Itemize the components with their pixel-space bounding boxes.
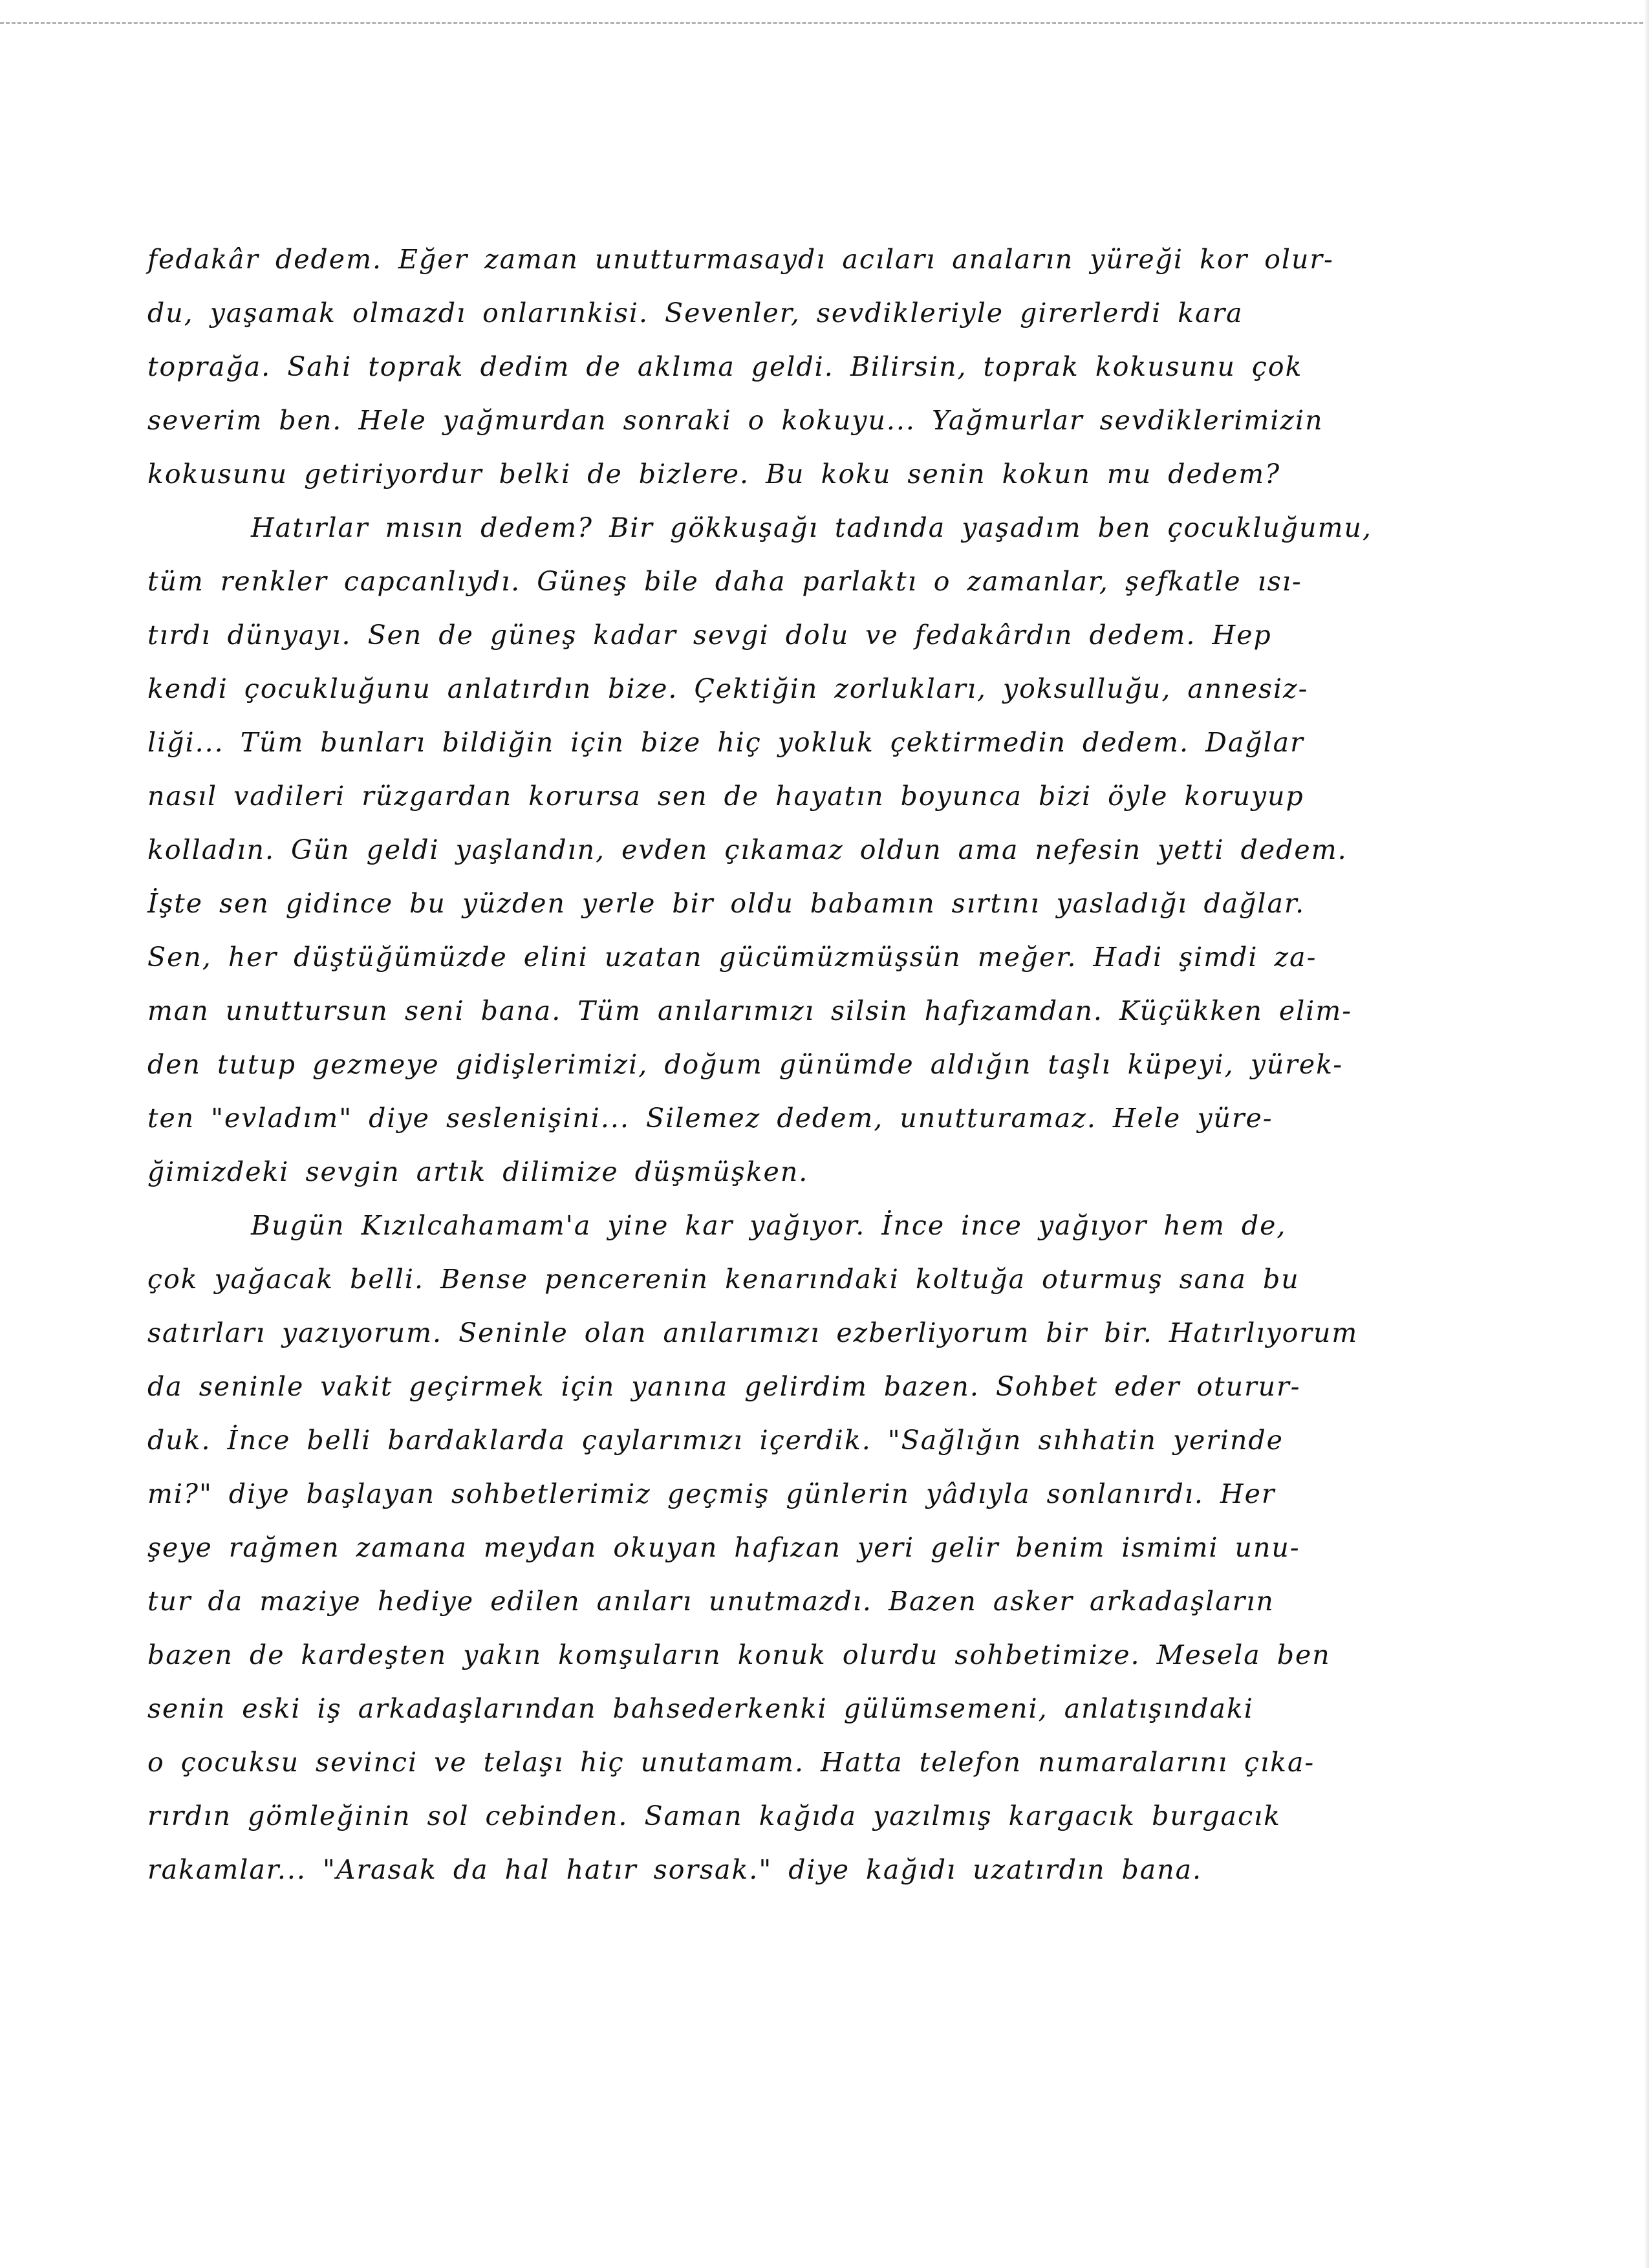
text-line: o çocuksu sevinci ve telaşı hiç unutamam. Hatta telefon numaralarını çıka- [147,1747,1315,1778]
text-line: du, yaşamak olmazdı onlarınkisi. Sevenler, sevdikleriyle girerlerdi kara [147,297,1244,329]
text-line: fedakâr dedem. Eğer zaman unutturmasaydı acıları anaların yüreği kor olur- [147,244,1334,275]
scan-top-edge [0,22,1649,24]
text-line: Sen, her düştüğümüzde elini uzatan gücümüzmüşsün meğer. Hadi şimdi za- [147,942,1317,973]
text-line: tur da maziye hediye edilen anıları unutmazdı. Bazen asker arkadaşların [147,1586,1275,1617]
paragraph-2 [147,501,1557,1199]
text-line: ten "evladım" diye seslenişini... Silemez dedem, unutturamaz. Hele yüre- [147,1103,1273,1134]
text-line: kolladın. Gün geldi yaşlandın, evden çıkamaz oldun ama nefesin yetti dedem. [147,834,1348,865]
paragraph-1 [147,233,1557,501]
text-line: man unuttursun seni bana. Tüm anılarımızı silsin hafızamdan. Küçükken elim- [147,995,1353,1026]
text-line: satırları yazıyorum. Seninle olan anılarımızı ezberliyorum bir bir. Hatırlıyorum [147,1317,1359,1348]
text-line: çok yağacak belli. Bense pencerenin kenarındaki koltuğa oturmuş sana bu [147,1264,1300,1295]
text-line: liği... Tüm bunları bildiğin için bize hiç yokluk çektirmedin dedem. Dağlar [147,727,1304,758]
text-line: rırdın gömleğinin sol cebinden. Saman kağıda yazılmış kargacık burgacık [147,1800,1281,1831]
text-line: kendi çocukluğunu anlatırdın bize. Çektiğin zorlukları, yoksulluğu, annesiz- [147,673,1309,704]
text-line: senin eski iş arkadaşlarından bahsederkenki gülümsemeni, anlatışındaki [147,1693,1254,1724]
text-line: kokusunu getiriyordur belki de bizlere. Bu koku senin kokun mu dedem? [147,459,1281,490]
text-line: Hatırlar mısın dedem? Bir gökkuşağı tadında yaşadım ben çocukluğumu, [251,512,1372,543]
text-line: şeye rağmen zamana meydan okuyan hafızan yeri gelir benim ismimi unu- [147,1532,1300,1563]
text-line: nasıl vadileri rüzgardan korursa sen de hayatın boyunca bizi öyle koruyup [147,781,1304,812]
text-line: Bugün Kızılcahamam'a yine kar yağıyor. İnce ince yağıyor hem de, [251,1210,1287,1241]
text-line: mi?" diye başlayan sohbetlerimiz geçmiş günlerin yâdıyla sonlanırdı. Her [147,1478,1276,1509]
text-line: bazen de kardeşten yakın komşuların konuk olurdu sohbetimize. Mesela ben [147,1639,1331,1670]
text-line: toprağa. Sahi toprak dedim de aklıma geldi. Bilirsin, toprak kokusunu çok [147,351,1303,382]
scan-right-edge [1644,0,1649,2268]
handwritten-text [147,233,1557,1897]
text-line: tırdı dünyayı. Sen de güneş kadar sevgi dolu ve fedakârdın dedem. Hep [147,620,1272,651]
text-line: İşte sen gidince bu yüzden yerle bir oldu babamın sırtını yasladığı dağlar. [147,888,1306,919]
text-line: rakamlar... "Arasak da hal hatır sorsak." diye kağıdı uzatırdın bana. [147,1854,1203,1885]
text-line: tüm renkler capcanlıydı. Güneş bile daha parlaktı o zamanlar, şefkatle ısı- [147,566,1302,597]
paragraph-3 [147,1199,1557,1897]
text-line: ğimizdeki sevgin artık dilimize düşmüşken. [147,1156,809,1187]
text-line: den tutup gezmeye gidişlerimizi, doğum günümde aldığın taşlı küpeyi, yürek- [147,1049,1344,1080]
text-line: da seninle vakit geçirmek için yanına gelirdim bazen. Sohbet eder oturur- [147,1371,1301,1402]
text-line: duk. İnce belli bardaklarda çaylarımızı içerdik. "Sağlığın sıhhatin yerinde [147,1425,1284,1456]
text-line: severim ben. Hele yağmurdan sonraki o kokuyu... Yağmurlar sevdiklerimizin [147,405,1324,436]
